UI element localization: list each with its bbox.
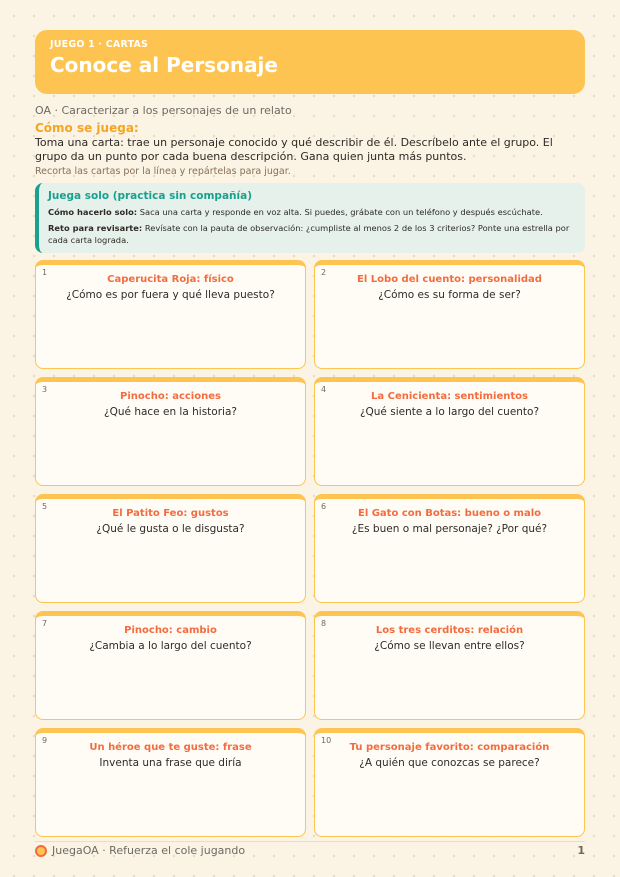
card-title: Pinocho: acciones <box>120 391 221 402</box>
solo-reto-label: Reto para revisarte: <box>48 223 143 233</box>
card-number: 9 <box>42 736 48 745</box>
card-title: Un héroe que te guste: frase <box>89 742 252 753</box>
card-number: 7 <box>42 619 48 628</box>
solo-how-label: Cómo hacerlo solo: <box>48 207 138 217</box>
card-question: ¿Qué hace en la historia? <box>104 406 237 418</box>
card <box>314 611 585 720</box>
card <box>314 377 585 486</box>
card-title: La Cenicienta: sentimientos <box>371 391 528 402</box>
card-number: 1 <box>42 268 48 277</box>
card-number: 10 <box>321 736 332 745</box>
card-number: 6 <box>321 502 327 511</box>
card-title: El Patito Feo: gustos <box>112 508 229 519</box>
solo-title: Juega solo (practica sin compañía) <box>48 190 252 202</box>
card <box>35 611 306 720</box>
footer-divider <box>35 841 585 842</box>
card <box>314 260 585 369</box>
card-question: ¿Qué siente a lo largo del cuento? <box>359 406 540 418</box>
card-title: Tu personaje favorito: comparación <box>349 742 550 753</box>
footer-brand-text: JuegaOA · Refuerza el cole jugando <box>52 844 246 857</box>
card <box>35 260 306 369</box>
howto-text: Toma una carta: trae un personaje conocido y qué describir de él. Descríbelo ante el grupo. El grupo da un punto por cada buena descripción. Gana quien junta más puntos. <box>35 136 553 163</box>
howto-title: Cómo se juega: <box>35 121 139 135</box>
solo-reto-text: Revísate con la pauta de observación: ¿cumpliste al menos 2 de los 3 criterios? Ponte una estrella por cada carta lograda. <box>48 223 570 245</box>
card-number: 8 <box>321 619 327 628</box>
game-kicker: JUEGO 1 · CARTAS <box>50 39 149 50</box>
solo-how-text: Saca una carta y responde en voz alta. Si puedes, grábate con un teléfono y después escúchate. <box>139 207 543 217</box>
cut-note: Recorta las cartas por la línea y repártelas para jugar. <box>35 166 291 177</box>
card-title: Los tres cerditos: relación <box>375 625 524 636</box>
card <box>35 494 306 603</box>
card-question: ¿Cambia a lo largo del cuento? <box>89 640 252 652</box>
card-title: Caperucita Roja: físico <box>107 274 234 285</box>
card <box>35 728 306 837</box>
card-title: El Gato con Botas: bueno o malo <box>357 508 542 519</box>
brand-logo-icon <box>35 845 47 857</box>
page-title: Conoce al Personaje <box>50 53 278 77</box>
card <box>35 377 306 486</box>
card-number: 4 <box>321 385 327 394</box>
card <box>314 728 585 837</box>
card-number: 3 <box>42 385 48 394</box>
card-question: Inventa una frase que diría <box>99 757 242 769</box>
card-title: El Lobo del cuento: personalidad <box>357 274 542 285</box>
card-question: ¿Es buen o mal personaje? ¿Por qué? <box>351 523 548 535</box>
solo-play-box <box>35 183 585 253</box>
card-title: Pinocho: cambio <box>124 625 217 636</box>
card-number: 5 <box>42 502 48 511</box>
footer-brand <box>35 844 245 857</box>
card-question: ¿Cómo se llevan entre ellos? <box>374 640 525 652</box>
solo-reto <box>48 222 575 246</box>
card-number: 2 <box>321 268 327 277</box>
card-question: ¿Cómo es por fuera y qué lleva puesto? <box>66 289 275 301</box>
solo-how <box>48 206 575 218</box>
card-question: ¿Qué le gusta o le disgusta? <box>96 523 245 535</box>
card-question: ¿Cómo es su forma de ser? <box>378 289 521 301</box>
card-question: ¿A quién que conozcas se parece? <box>359 757 540 769</box>
card <box>314 494 585 603</box>
page-header <box>35 30 585 94</box>
page-number: 1 <box>577 844 585 857</box>
learning-objective: OA · Caracterizar a los personajes de un relato <box>35 104 292 117</box>
